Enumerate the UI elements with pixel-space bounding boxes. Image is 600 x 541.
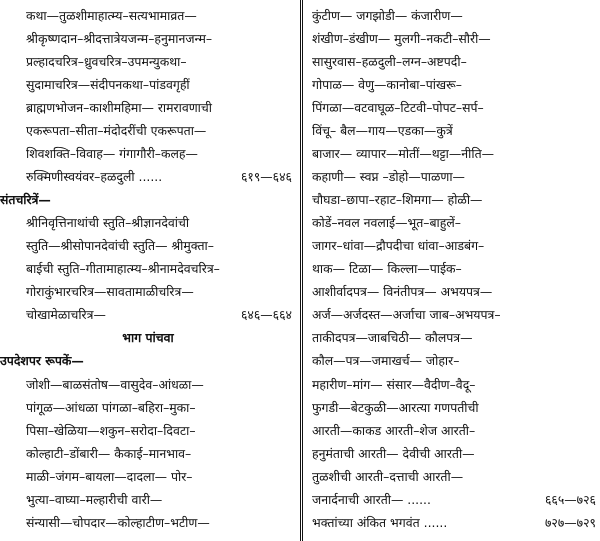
page-range: ६४६—६६४ bbox=[240, 307, 292, 323]
page-range: ७२७—७२९ bbox=[544, 514, 596, 530]
section-heading-upadeshpar: उपदेशपर रूपकें— bbox=[0, 353, 84, 369]
index-line: सासुरवास–हळदुली–लग्न–अष्टपदी– bbox=[312, 54, 467, 70]
index-line: कौल—पत्र—जमाखर्च— जोहार– bbox=[312, 353, 460, 369]
index-line: जोशी—बाळसंतोष—वासुदेव–आंधळा— bbox=[26, 376, 204, 392]
index-line-text: चोखामेळाचरित्र— bbox=[26, 307, 106, 323]
index-line-text: रुक्मिणीस्वयंवर–हळदुली ...... bbox=[26, 169, 163, 185]
index-line-with-pages bbox=[0, 167, 296, 187]
index-line: शंखीण–डंखीण— मुलगी–नकटी–सौरी— bbox=[312, 31, 491, 47]
index-line: कहाणी— स्वप्न –डोहो—पाळणा— bbox=[312, 169, 465, 185]
index-line: स्तुति—श्रीसोपानदेवांची स्तुति— श्रीमुक्ता– bbox=[26, 238, 214, 254]
index-line: ताकीदपत्र—जाबचिठी— कौलपत्र— bbox=[312, 330, 473, 346]
index-line: आशीर्वादपत्र— विनंतीपत्र— अभयपत्र— bbox=[312, 284, 493, 300]
index-line: अर्ज—अर्जदस्त—अर्जाचा जाब–अभयपत्र– bbox=[312, 307, 501, 323]
index-line: थाक— टिळा— किल्ला—पाईक– bbox=[312, 261, 462, 277]
index-line-with-pages bbox=[312, 490, 600, 510]
index-line: जागर–धांवा—द्रौपदीचा धांवा–आडबंग– bbox=[312, 238, 485, 254]
index-line: फुगडी—बेटकुळी—आरत्या गणपतीची bbox=[312, 399, 479, 415]
right-column bbox=[312, 0, 600, 541]
index-line: ब्राह्मणभोजन–काशीमहिमा— रामरावणाची bbox=[26, 100, 212, 116]
column-divider bbox=[300, 0, 303, 541]
index-line: शिवशक्ति–विवाह— गंगागौरी–कलह— bbox=[26, 146, 198, 162]
index-line: विंचू– बैल—गाय—एडका—कुत्रें bbox=[312, 123, 453, 139]
index-line: तुळशीची आरती–दत्ताची आरती— bbox=[312, 468, 464, 484]
index-line-with-pages bbox=[312, 513, 600, 533]
index-line: कुंटीण— जगझोडी— कंजारीण— bbox=[312, 8, 463, 23]
part-heading: भाग पांचवा bbox=[122, 330, 174, 346]
index-line: एकरूपता–सीता–मंदोदरींची एकरूपता— bbox=[26, 123, 207, 139]
index-line: सुदामाचरित्र—संदीपनकथा–पांडवगृहीं bbox=[26, 77, 190, 93]
index-line: भुत्या–वाघ्या–मल्हारीची वारी— bbox=[26, 491, 163, 507]
index-line: गोराकुंभारचरित्र—सावतामाळीचरित्र— bbox=[26, 284, 194, 300]
index-line: चौघडा–छापा–रहाट–शिमगा— होळी— bbox=[312, 192, 483, 208]
page-range: ६६५—७२६ bbox=[544, 491, 596, 507]
section-heading-santcharitre: संतचरित्रें— bbox=[0, 192, 51, 208]
index-line-with-pages bbox=[0, 305, 296, 325]
index-line: हनुमंताची आरती— देवीची आरती— bbox=[312, 445, 475, 461]
left-column bbox=[0, 0, 296, 541]
index-line: कोडें–नवल नवलाई—भूत–बाहुलें– bbox=[312, 215, 461, 231]
index-line-text: भक्तांच्या अंकित भगवंत ...... bbox=[312, 514, 448, 530]
index-line: पिंगळा—वटवाघूळ–टिटवी–पोपट–सर्प– bbox=[312, 100, 484, 116]
index-line: कोल्हाटी–डोंबारी— कैकाई–मानभाव– bbox=[26, 445, 192, 461]
index-line: संन्यासी—चोपदार—कोल्हाटीण–भटीण— bbox=[26, 514, 210, 530]
index-line: माळी–जंगम–बायला—दादला— पोर– bbox=[26, 468, 193, 484]
index-line: श्रीकृष्णदान–श्रीदत्तात्रेयजन्म–हनुमानजन्म– bbox=[26, 31, 213, 47]
index-line: कथा—तुळशीमाहात्म्य–सत्यभामाव्रत— bbox=[26, 8, 197, 23]
index-line: बाईची स्तुति–गीतामाहात्म्य–श्रीनामदेवचरित्र– bbox=[26, 261, 220, 277]
index-line: पांगूळ—आंधळा पांगळा–बहिरा–मुका– bbox=[26, 399, 196, 415]
index-line: प्रल्हादचरित्र–ध्रुवचरित्र–उपमन्युकथा– bbox=[26, 54, 187, 70]
index-line: श्रीनिवृत्तिनाथांची स्तुति–श्रीज्ञानदेवांची bbox=[26, 215, 190, 231]
index-line: गोपाळ— वेणु—कानोबा–पांखरू– bbox=[312, 77, 462, 93]
index-line-text: जनार्दनाची आरती— ...... bbox=[312, 491, 431, 507]
index-line: बाजार— व्यापार—मोतीं—थट्टा—नीति— bbox=[312, 146, 495, 162]
page-range: ६१९—६४६ bbox=[240, 169, 292, 185]
index-line: महारीण–मांग— संसार—वैदीण–वैदू– bbox=[312, 376, 476, 392]
index-line: आरती—काकड आरती–शेज आरती– bbox=[312, 422, 476, 438]
index-line: पिसा–खेळिया—शकुन–सरोदा–दिवटा– bbox=[26, 422, 196, 438]
